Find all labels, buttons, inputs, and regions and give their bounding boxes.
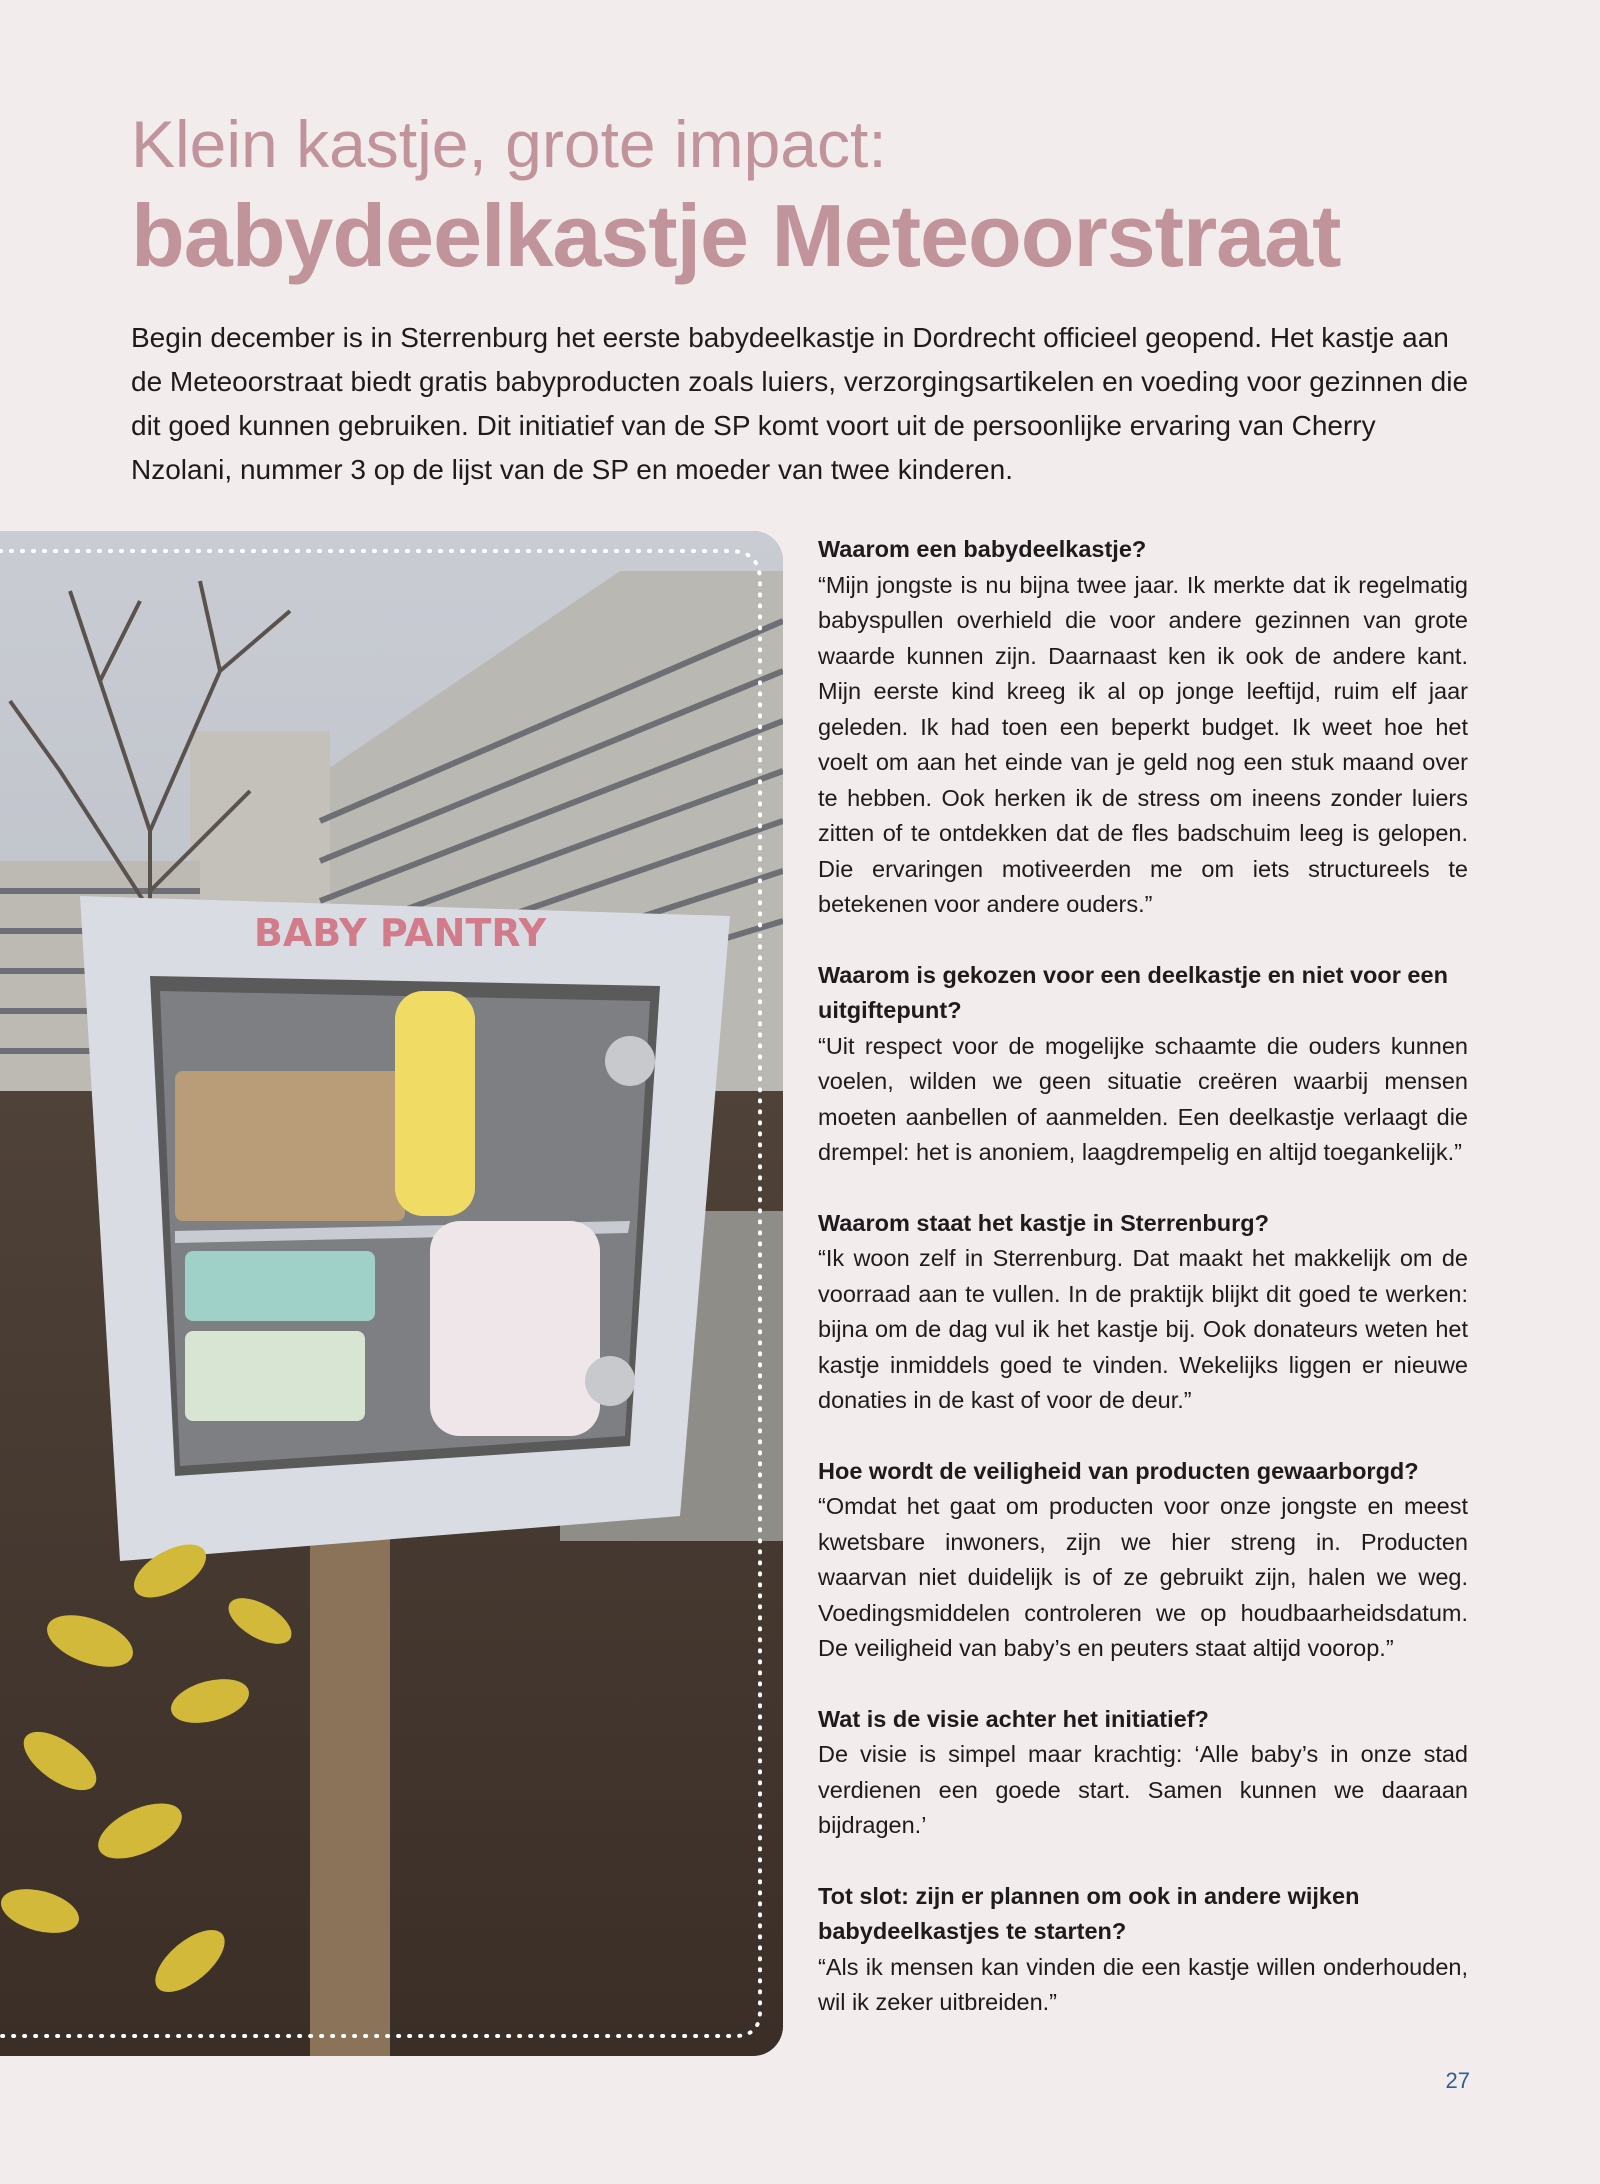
cabinet-sign: BABY PANTRY	[253, 911, 547, 955]
qa-block	[818, 958, 1468, 1171]
qa-question: Wat is de visie achter het initiatief?	[818, 1705, 1209, 1732]
qa-answer: De visie is simpel maar krachtig: ‘Alle baby’s in onze stad verdienen een goede start. Samen kunnen we daaraan bijdragen.’	[818, 1741, 1468, 1838]
intro-paragraph: Begin december is in Sterrenburg het eerste babydeelkastje in Dordrecht officieel geopend. Het kastje aan de Meteoorstraat biedt gratis babyproducten zoals luiers, verzorgingsartikelen en voeding voor gezinnen die dit goed kunnen gebruiken. Dit initiatief van de SP komt voort uit de persoonlijke ervaring van Cherry Nzolani, nummer 3 op de lijst van de SP en moeder van twee kinderen.	[131, 322, 1469, 485]
qa-question: Waarom is gekozen voor een deelkastje en niet voor een uitgiftepunt?	[818, 961, 1448, 1023]
qa-answer: “Uit respect voor de mogelijke schaamte die ouders kunnen voelen, wilden we geen situatie creëren waarbij mensen moeten aanbellen of aanmelden. Een deelkastje verlaagt die drempel: het is anoniem, laagdrempelig en altijd toegankelijk.”	[818, 1032, 1468, 1165]
qa-block	[818, 1454, 1468, 1667]
qa-question: Hoe wordt de veiligheid van producten gewaarborgd?	[818, 1457, 1419, 1484]
qa-block	[818, 1206, 1468, 1419]
qa-column	[818, 532, 1468, 2056]
baby-pantry-cabinet	[80, 896, 730, 1561]
qa-answer: “Als ik mensen kan vinden die een kastje willen onderhouden, wil ik zeker uitbreiden.”	[818, 1953, 1468, 2015]
qa-answer: “Ik woon zelf in Sterrenburg. Dat maakt het makkelijk om de voorraad aan te vullen. In de praktijk blijkt dit goed te werken: bijna om de dag vul ik het kastje bij. Ook donateurs weten het kastje inmiddels goed te vinden. Wekelijks liggen er nieuwe donaties in de kast of voor de deur.”	[818, 1245, 1468, 1413]
qa-question: Waarom staat het kastje in Sterrenburg?	[818, 1209, 1269, 1236]
title-line-2: babydeelkastje Meteoorstraat	[131, 186, 1341, 285]
qa-block	[818, 1702, 1468, 1844]
qa-block	[818, 532, 1468, 923]
baby-pantry-photo	[0, 531, 783, 2056]
qa-question: Tot slot: zijn er plannen om ook in andere wijken babydeelkastjes te starten?	[818, 1882, 1360, 1944]
page-number: 27	[1445, 2068, 1470, 2093]
qa-answer: “Omdat het gaat om producten voor onze jongste en meest kwetsbare inwoners, zijn we hier streng in. Producten waarvan niet duidelijk is of ze gebruikt zijn, halen we weg. Voedingsmiddelen controleren we op houdbaarheidsdatum. De veiligheid van baby’s en peuters staat altijd voorop.”	[818, 1493, 1468, 1661]
wooden-pole	[310, 1511, 390, 2056]
qa-answer: “Mijn jongste is nu bijna twee jaar. Ik merkte dat ik regelmatig babyspullen overhield die voor andere gezinnen van grote waarde kunnen zijn. Daarnaast ken ik ook de andere kant. Mijn eerste kind kreeg ik al op jonge leeftijd, ruim elf jaar geleden. Ik had toen een beperkt budget. Ik weet hoe het voelt om aan het einde van je geld nog een stuk maand over te hebben. Ook herken ik de stress om ineens zonder luiers zitten of te ontdekken dat de fles badschuim leeg is gelopen. Die ervaringen motiveerden me om iets structureels te betekenen voor andere ouders.”	[818, 571, 1468, 917]
qa-block	[818, 1879, 1468, 2021]
qa-question: Waarom een babydeelkastje?	[818, 536, 1147, 562]
title-line-1: Klein kastje, grote impact:	[131, 107, 887, 181]
photo-illustration	[0, 531, 783, 2056]
